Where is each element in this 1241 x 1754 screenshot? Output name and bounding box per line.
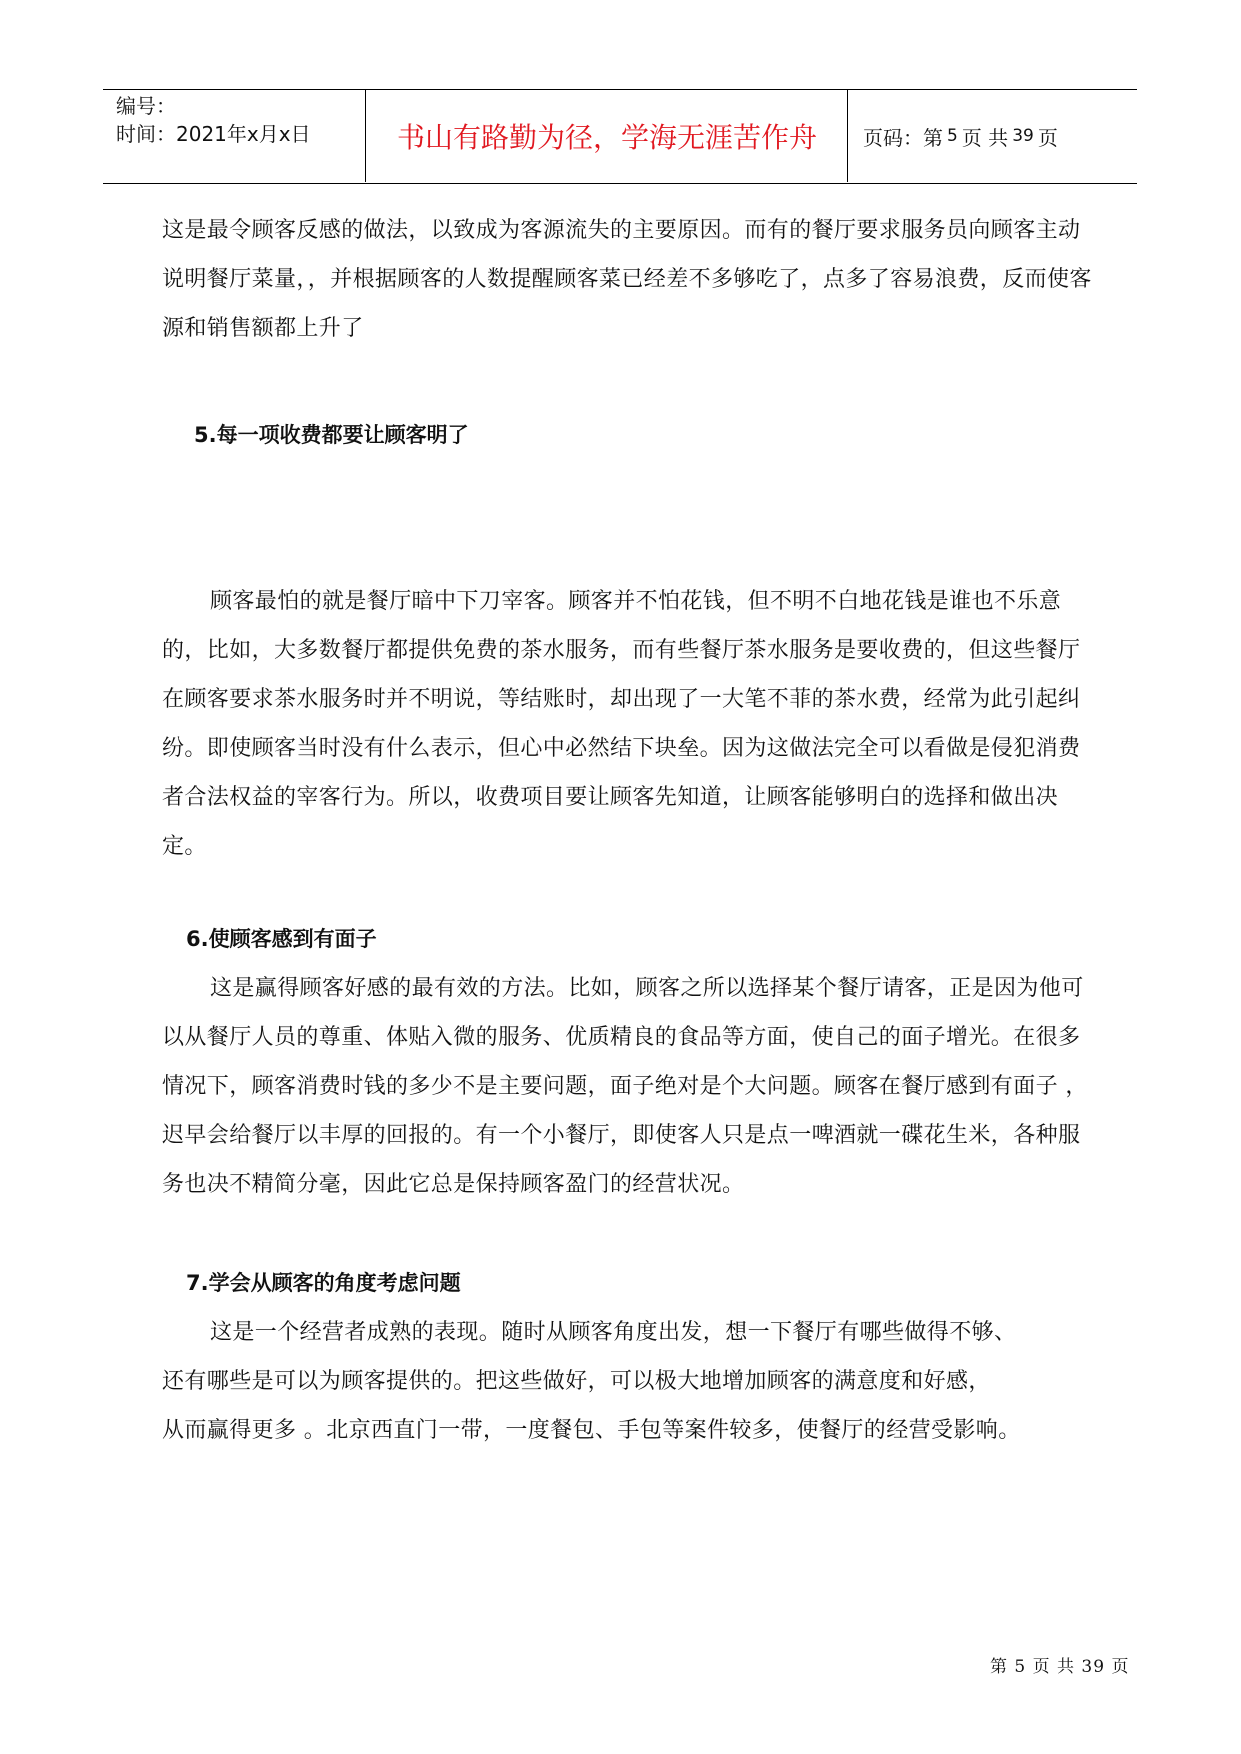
page-mid: 页 共 [961, 125, 1009, 150]
paragraph-section-5: 顾客最怕的就是餐厅暗中下刀宰客。顾客并不怕花钱，但不明不白地花钱是谁也不乐意的，比如，大多数餐厅都提供免费的茶水服务，而有些餐厅茶水服务是要收费的，但这些餐厅在顾客要求茶水服务时并不明说，等结账时，却出现了一大笔不菲的茶水费，经常为此引起纠纷。即使顾客当时没有什么表示，但心中必然结下块垒。因为这做法完全可以看做是侵犯消费者合法权益的宰客行为。所以，收费项目要让顾客先知道，让顾客能够明白的选择和做出决定。 [162, 589, 1081, 859]
section-heading-5: 5.每一项收费都要让顾客明了 [194, 423, 469, 447]
paragraph-section-7-line-2: 还有哪些是可以为顾客提供的。把这些做好，可以极大地增加顾客的满意度和好感， [162, 1369, 991, 1394]
page-prefix: 页码：第 [863, 125, 943, 150]
page-footer: 第 5 页 共 39 页 [990, 1657, 1130, 1677]
document-number-label: 编号： [116, 94, 176, 118]
paragraph-section-7-line-3: 从而赢得更多 。北京西直门一带，一度餐包、手包等案件较多，使餐厅的经营受影响。 [162, 1418, 1021, 1443]
header-divider-left [365, 90, 366, 182]
paragraph-intro: 这是最令顾客反感的做法，以致成为客源流失的主要原因。而有的餐厅要求服务员向顾客主动说明餐厅菜量，，并根据顾客的人数提醒顾客菜已经差不多够吃了，点多了容易浪费，反而使客源和销售额都上升了 [162, 218, 1092, 341]
document-body [162, 206, 1102, 1455]
section-heading-7: 7.学会从顾客的角度考虑问题 [186, 1271, 461, 1295]
paragraph-section-7-line-1: 这是一个经营者成熟的表现。随时从顾客角度出发，想一下餐厅有哪些做得不够、 [210, 1320, 1017, 1345]
paragraph-section-6: 这是赢得顾客好感的最有效的方法。比如，顾客之所以选择某个餐厅请客，正是因为他可以从餐厅人员的尊重、体贴入微的服务、优质精良的食品等方面，使自己的面子增光。在很多情况下，顾客消费时钱的多少不是主要问题，面子绝对是个大问题。顾客在餐厅感到有面子 ，迟早会给餐厅以丰厚的回报的。有一个小餐厅，即使客人只是点一啤酒就一碟花生米，各种服务也决不精简分毫，因此它总是保持顾客盈门的经营状况。 [162, 976, 1088, 1197]
section-heading-6: 6.使顾客感到有面子 [186, 927, 377, 951]
document-time-label: 时间：2021年x月x日 [116, 122, 311, 146]
header-motto: 书山有路勤为径，学海无涯苦作舟 [396, 121, 817, 154]
page-total: 39 [1012, 126, 1034, 146]
header-divider-right [847, 90, 848, 182]
page-header [103, 89, 1137, 184]
header-page-indicator [863, 90, 1133, 182]
page-current: 5 [947, 126, 958, 146]
header-left-cell [116, 92, 361, 180]
page-suffix: 页 [1037, 125, 1058, 150]
